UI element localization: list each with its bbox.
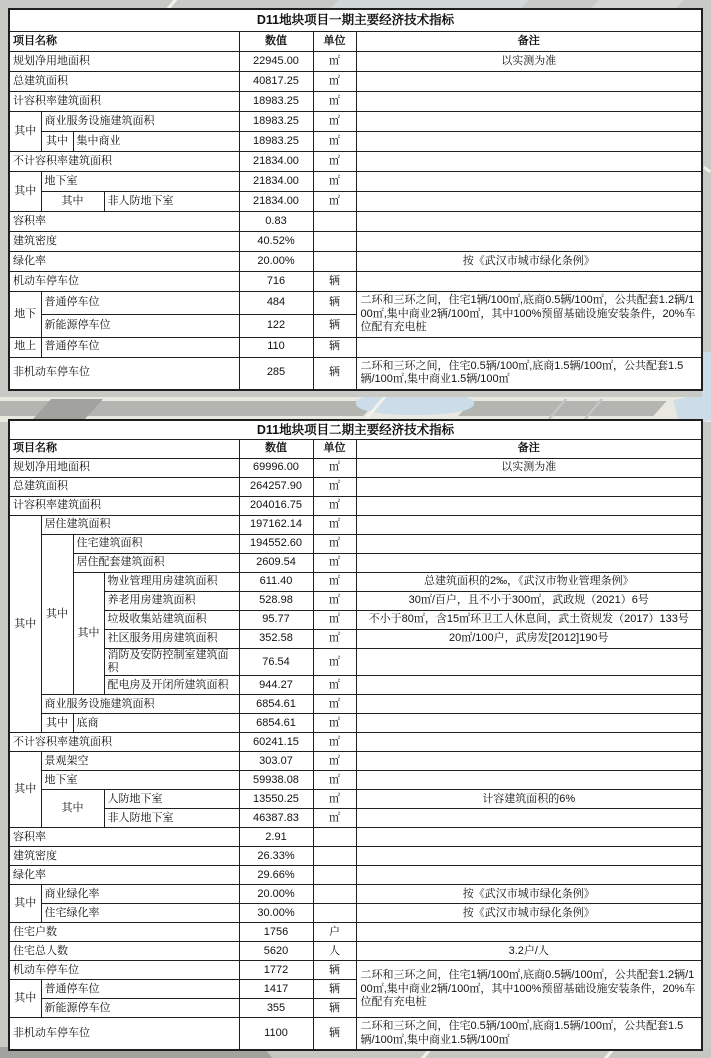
cell-remark: 20㎡/100户，武房发[2012]190号 (356, 630, 702, 649)
cell-unit: 户 (313, 923, 356, 942)
cell-value: 18983.25 (239, 92, 313, 112)
cell-unit: ㎡ (313, 573, 356, 592)
cell-value: 21834.00 (239, 152, 313, 172)
cell-value: 2.91 (239, 828, 313, 847)
cell-unit: ㎡ (313, 752, 356, 771)
cell-remark (356, 828, 702, 847)
cell-item-name: 非人防地下室 (104, 192, 239, 212)
cell-remark (356, 152, 702, 172)
cell-value: 0.83 (239, 212, 313, 232)
cell-unit: 辆 (313, 272, 356, 292)
column-header: 备注 (356, 32, 702, 52)
cell-unit: ㎡ (313, 132, 356, 152)
cell-unit: ㎡ (313, 52, 356, 72)
table-row (9, 790, 702, 809)
table-row (9, 630, 702, 649)
cell-unit (313, 885, 356, 904)
cell-unit (313, 252, 356, 272)
cell-item-name: 新能源停车位 (41, 314, 239, 337)
cell-group-label: 其中 (9, 516, 41, 733)
table-row (9, 152, 702, 172)
cell-item-name: 规划净用地面积 (9, 459, 239, 478)
cell-unit: ㎡ (313, 516, 356, 535)
cell-value: 303.07 (239, 752, 313, 771)
cell-value: 2609.54 (239, 554, 313, 573)
cell-item-name: 总建筑面积 (9, 72, 239, 92)
cell-value: 122 (239, 314, 313, 337)
background-shape (702, 352, 711, 400)
cell-value: 21834.00 (239, 192, 313, 212)
cell-remark (356, 866, 702, 885)
cell-remark (356, 649, 702, 676)
cell-item-name: 建筑密度 (9, 847, 239, 866)
cell-unit: ㎡ (313, 771, 356, 790)
cell-unit: 人 (313, 942, 356, 961)
cell-item-name: 普通停车位 (41, 980, 239, 999)
cell-unit: ㎡ (313, 554, 356, 573)
table-row (9, 809, 702, 828)
cell-remark: 按《武汉市城市绿化条例》 (356, 252, 702, 272)
table-row (9, 497, 702, 516)
cell-remark: 以实测为准 (356, 459, 702, 478)
table-row (9, 232, 702, 252)
cell-remark: 不小于80㎡，含15㎡环卫工人休息间，武土资规发（2017）133号 (356, 611, 702, 630)
cell-item-name: 配电房及开闭所建筑面积 (104, 676, 239, 695)
cell-remark: 计容建筑面积的6% (356, 790, 702, 809)
cell-remark (356, 714, 702, 733)
column-header: 单位 (313, 440, 356, 459)
cell-remark (356, 516, 702, 535)
table-row (9, 357, 702, 390)
table-row (9, 292, 702, 315)
cell-item-name: 社区服务用房建筑面积 (104, 630, 239, 649)
cell-value: 355 (239, 999, 313, 1018)
background-shape (165, 0, 179, 8)
cell-remark (356, 554, 702, 573)
cell-item-name: 普通停车位 (41, 337, 239, 357)
table-row (9, 554, 702, 573)
cell-unit: 辆 (313, 314, 356, 337)
cell-unit: 辆 (313, 292, 356, 315)
cell-unit: ㎡ (313, 172, 356, 192)
cell-unit: ㎡ (313, 790, 356, 809)
table-row (9, 272, 702, 292)
cell-value: 20.00% (239, 885, 313, 904)
cell-unit (313, 828, 356, 847)
cell-item-name: 商业服务设施建筑面积 (41, 695, 239, 714)
cell-value: 6854.61 (239, 695, 313, 714)
table-row (9, 573, 702, 592)
cell-remark: 二环和三环之间，住宅1辆/100㎡,底商0.5辆/100㎡，公共配套1.2辆/100㎡,集中商业2辆/100㎡，其中100%预留基础设施安装条件，20%车位配有充电桩 (356, 961, 702, 1018)
cell-unit: ㎡ (313, 592, 356, 611)
cell-item-name: 住宅总人数 (9, 942, 239, 961)
cell-group-label: 地下 (9, 292, 41, 338)
cell-value: 5620 (239, 942, 313, 961)
cell-value: 40.52% (239, 232, 313, 252)
cell-value: 60241.15 (239, 733, 313, 752)
table-row (9, 535, 702, 554)
cell-item-name: 绿化率 (9, 252, 239, 272)
cell-unit (313, 904, 356, 923)
cell-item-name: 地下室 (41, 172, 239, 192)
cell-unit: ㎡ (313, 72, 356, 92)
cell-unit: ㎡ (313, 152, 356, 172)
cell-value: 1772 (239, 961, 313, 980)
cell-unit: ㎡ (313, 92, 356, 112)
cell-value: 1756 (239, 923, 313, 942)
column-header: 单位 (313, 32, 356, 52)
cell-remark (356, 172, 702, 192)
cell-item-name: 规划净用地面积 (9, 52, 239, 72)
cell-item-name: 总建筑面积 (9, 478, 239, 497)
cell-value: 197162.14 (239, 516, 313, 535)
cell-group-label: 其中 (41, 192, 104, 212)
cell-remark (356, 535, 702, 554)
cell-remark: 3.2户/人 (356, 942, 702, 961)
cell-unit (313, 212, 356, 232)
cell-value: 110 (239, 337, 313, 357)
cell-item-name: 底商 (73, 714, 239, 733)
cell-unit: ㎡ (313, 676, 356, 695)
cell-remark: 按《武汉市城市绿化条例》 (356, 904, 702, 923)
cell-remark (356, 497, 702, 516)
table-row (9, 52, 702, 72)
cell-remark (356, 232, 702, 252)
phase2-indicators-table (8, 419, 703, 1051)
table-row (9, 904, 702, 923)
table-row (9, 1018, 702, 1051)
cell-item-name: 居住配套建筑面积 (73, 554, 239, 573)
cell-group-label: 其中 (9, 885, 41, 923)
cell-value: 285 (239, 357, 313, 390)
cell-remark (356, 132, 702, 152)
cell-value: 46387.83 (239, 809, 313, 828)
cell-group-label: 其中 (9, 980, 41, 1018)
cell-value: 204016.75 (239, 497, 313, 516)
cell-item-name: 住宅户数 (9, 923, 239, 942)
cell-item-name: 非人防地下室 (104, 809, 239, 828)
cell-value: 1100 (239, 1018, 313, 1051)
table-row (9, 847, 702, 866)
cell-item-name: 新能源停车位 (41, 999, 239, 1018)
cell-remark (356, 771, 702, 790)
cell-unit: ㎡ (313, 192, 356, 212)
cell-value: 944.27 (239, 676, 313, 695)
cell-remark (356, 92, 702, 112)
cell-item-name: 消防及安防控制室建筑面积 (104, 649, 239, 676)
cell-unit: ㎡ (313, 459, 356, 478)
cell-item-name: 商业服务设施建筑面积 (41, 112, 239, 132)
cell-unit: ㎡ (313, 478, 356, 497)
cell-item-name: 不计容积率建筑面积 (9, 733, 239, 752)
cell-remark: 按《武汉市城市绿化条例》 (356, 885, 702, 904)
table-row (9, 252, 702, 272)
table-title: D11地块项目一期主要经济技术指标 (9, 9, 702, 32)
table-row (9, 459, 702, 478)
cell-value: 611.40 (239, 573, 313, 592)
cell-item-name: 绿化率 (9, 866, 239, 885)
column-header: 项目名称 (9, 440, 239, 459)
table-row (9, 112, 702, 132)
cell-unit (313, 866, 356, 885)
table-row (9, 695, 702, 714)
background-shape (591, 0, 684, 8)
cell-unit (313, 232, 356, 252)
cell-remark (356, 752, 702, 771)
table-row (9, 733, 702, 752)
cell-unit: ㎡ (313, 733, 356, 752)
cell-value: 1417 (239, 980, 313, 999)
cell-item-name: 住宅建筑面积 (73, 535, 239, 554)
cell-item-name: 机动车停车位 (9, 272, 239, 292)
table-row (9, 866, 702, 885)
cell-group-label: 其中 (9, 112, 41, 152)
cell-value: 194552.60 (239, 535, 313, 554)
cell-item-name: 普通停车位 (41, 292, 239, 315)
cell-group-label: 地上 (9, 337, 41, 357)
table-row (9, 337, 702, 357)
cell-value: 528.98 (239, 592, 313, 611)
cell-value: 21834.00 (239, 172, 313, 192)
cell-item-name: 非机动车停车位 (9, 1018, 239, 1051)
table-title: D11地块项目二期主要经济技术指标 (9, 420, 702, 440)
table-row (9, 714, 702, 733)
cell-value: 40817.25 (239, 72, 313, 92)
table-row (9, 752, 702, 771)
cell-group-label: 其中 (9, 752, 41, 828)
cell-remark (356, 212, 702, 232)
cell-unit: ㎡ (313, 497, 356, 516)
cell-value: 59938.08 (239, 771, 313, 790)
cell-item-name: 容积率 (9, 212, 239, 232)
table-row (9, 771, 702, 790)
cell-item-name: 景观架空 (41, 752, 239, 771)
cell-value: 352.58 (239, 630, 313, 649)
cell-value: 29.66% (239, 866, 313, 885)
cell-remark (356, 72, 702, 92)
cell-item-name: 集中商业 (73, 132, 239, 152)
cell-remark: 总建筑面积的2‰，《武汉市物业管理条例》 (356, 573, 702, 592)
cell-value: 20.00% (239, 252, 313, 272)
cell-item-name: 垃圾收集站建筑面积 (104, 611, 239, 630)
background-shape (703, 166, 711, 173)
cell-group-label: 其中 (73, 573, 104, 695)
cell-unit: 辆 (313, 980, 356, 999)
column-header: 数值 (239, 32, 313, 52)
cell-item-name: 养老用房建筑面积 (104, 592, 239, 611)
cell-value: 264257.90 (239, 478, 313, 497)
cell-value: 18983.25 (239, 112, 313, 132)
cell-unit: ㎡ (313, 535, 356, 554)
cell-remark (356, 112, 702, 132)
table-row (9, 192, 702, 212)
cell-unit: ㎡ (313, 714, 356, 733)
cell-unit: ㎡ (313, 611, 356, 630)
table-row (9, 611, 702, 630)
cell-remark: 二环和三环之间，住宅1辆/100㎡,底商0.5辆/100㎡，公共配套1.2辆/100㎡,集中商业2辆/100㎡，其中100%预留基础设施安装条件，20%车位配有充电桩 (356, 292, 702, 338)
table-row (9, 92, 702, 112)
cell-remark (356, 695, 702, 714)
cell-value: 716 (239, 272, 313, 292)
cell-item-name: 地下室 (41, 771, 239, 790)
cell-remark (356, 192, 702, 212)
cell-item-name: 建筑密度 (9, 232, 239, 252)
background-shape (331, 0, 529, 8)
cell-remark (356, 733, 702, 752)
cell-value: 13550.25 (239, 790, 313, 809)
cell-unit: 辆 (313, 1018, 356, 1051)
cell-item-name: 居住建筑面积 (41, 516, 239, 535)
cell-group-label: 其中 (41, 132, 73, 152)
cell-item-name: 计容积率建筑面积 (9, 497, 239, 516)
cell-unit: ㎡ (313, 630, 356, 649)
cell-value: 95.77 (239, 611, 313, 630)
background-top-band (0, 0, 711, 8)
cell-value: 6854.61 (239, 714, 313, 733)
table-row (9, 942, 702, 961)
cell-group-label: 其中 (41, 714, 73, 733)
cell-remark (356, 676, 702, 695)
cell-value: 484 (239, 292, 313, 315)
cell-item-name: 人防地下室 (104, 790, 239, 809)
table-row (9, 923, 702, 942)
table-row (9, 961, 702, 980)
cell-unit: 辆 (313, 357, 356, 390)
cell-unit: ㎡ (313, 695, 356, 714)
cell-value: 18983.25 (239, 132, 313, 152)
cell-item-name: 计容积率建筑面积 (9, 92, 239, 112)
cell-item-name: 机动车停车位 (9, 961, 239, 980)
cell-unit (313, 847, 356, 866)
cell-remark (356, 478, 702, 497)
cell-item-name: 非机动车停车位 (9, 357, 239, 390)
cell-unit: ㎡ (313, 809, 356, 828)
cell-item-name: 住宅绿化率 (41, 904, 239, 923)
table-row (9, 592, 702, 611)
cell-remark: 二环和三环之间，住宅0.5辆/100㎡,底商1.5辆/100㎡，公共配套1.5辆/100㎡,集中商业1.5辆/100㎡ (356, 357, 702, 390)
table-row (9, 516, 702, 535)
table-row (9, 132, 702, 152)
table-row (9, 885, 702, 904)
cell-remark: 30㎡/百户，且不小于300㎡，武政规（2021）6号 (356, 592, 702, 611)
table-row (9, 649, 702, 676)
cell-group-label: 其中 (41, 535, 73, 695)
cell-unit: ㎡ (313, 649, 356, 676)
cell-value: 69996.00 (239, 459, 313, 478)
cell-value: 76.54 (239, 649, 313, 676)
table-row (9, 172, 702, 192)
cell-item-name: 容积率 (9, 828, 239, 847)
cell-unit: 辆 (313, 999, 356, 1018)
cell-value: 22945.00 (239, 52, 313, 72)
cell-unit: 辆 (313, 961, 356, 980)
cell-remark: 二环和三环之间，住宅0.5辆/100㎡,底商1.5辆/100㎡，公共配套1.5辆/100㎡,集中商业1.5辆/100㎡ (356, 1018, 702, 1051)
cell-remark (356, 272, 702, 292)
cell-remark (356, 923, 702, 942)
column-header: 项目名称 (9, 32, 239, 52)
cell-remark: 以实测为准 (356, 52, 702, 72)
cell-item-name: 物业管理用房建筑面积 (104, 573, 239, 592)
table-row (9, 72, 702, 92)
table-row (9, 478, 702, 497)
cell-item-name: 不计容积率建筑面积 (9, 152, 239, 172)
cell-unit: ㎡ (313, 112, 356, 132)
table-row (9, 828, 702, 847)
cell-remark (356, 809, 702, 828)
table-row (9, 676, 702, 695)
column-header: 备注 (356, 440, 702, 459)
cell-unit: 辆 (313, 337, 356, 357)
table-row (9, 212, 702, 232)
column-header: 数值 (239, 440, 313, 459)
cell-group-label: 其中 (41, 790, 104, 828)
cell-value: 26.33% (239, 847, 313, 866)
cell-remark (356, 337, 702, 357)
cell-item-name: 商业绿化率 (41, 885, 239, 904)
cell-group-label: 其中 (9, 172, 41, 212)
cell-value: 30.00% (239, 904, 313, 923)
cell-remark (356, 847, 702, 866)
phase1-indicators-table (8, 8, 703, 391)
